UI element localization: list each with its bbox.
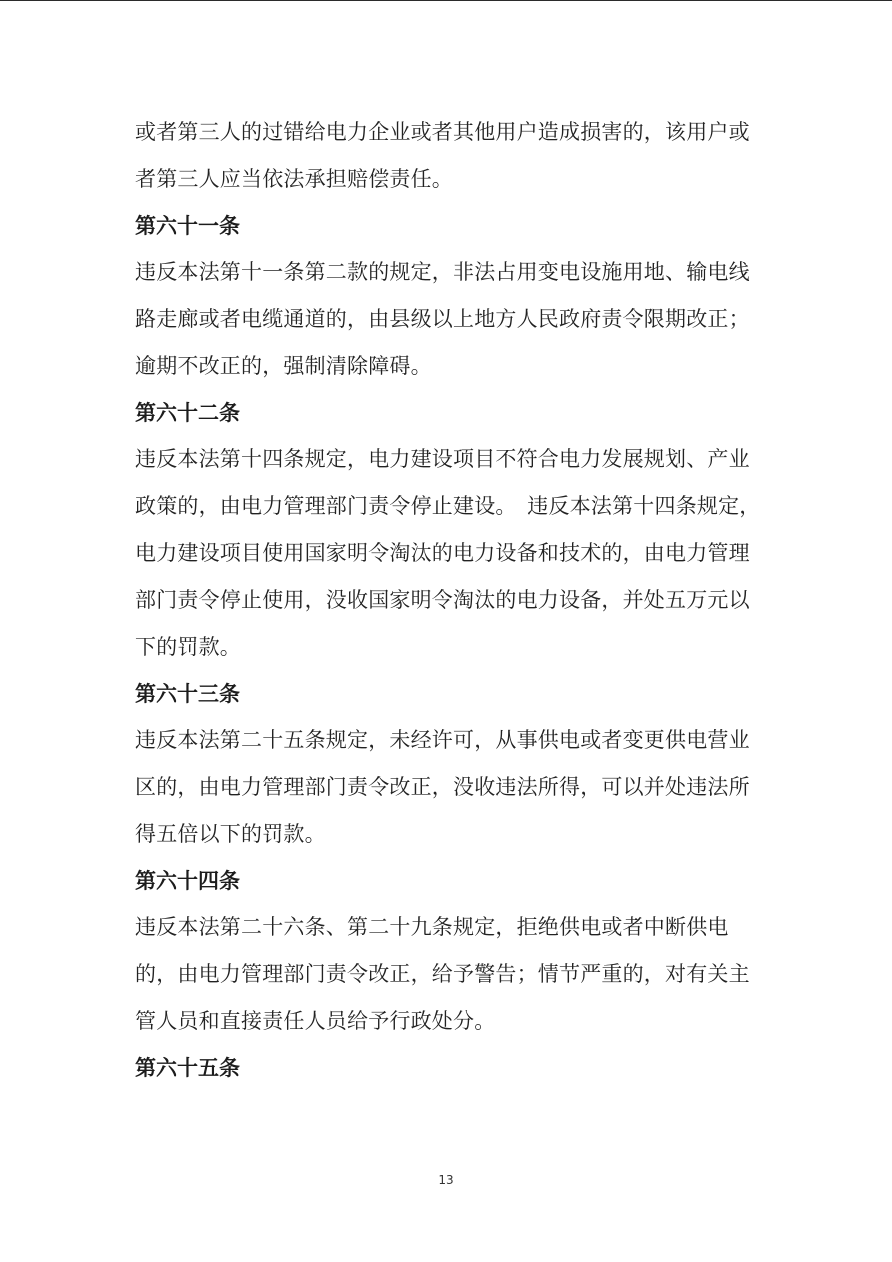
page-number: 13 bbox=[438, 1173, 454, 1187]
article-63-text: 违反本法第二十五条规定，未经许可，从事供电或者变更供电营业区的，由电力管理部门责令改正，没收违法所得，可以并处违法所得五倍以下的罚款。 bbox=[135, 728, 750, 846]
page-top-border bbox=[0, 0, 892, 1]
document-body bbox=[135, 109, 765, 1091]
article-64-heading: 第六十四条 bbox=[135, 869, 240, 893]
article-61-heading: 第六十一条 bbox=[135, 214, 240, 238]
article-65-heading: 第六十五条 bbox=[135, 1056, 240, 1080]
article-61-text: 违反本法第十一条第二款的规定，非法占用变电设施用地、输电线路走廊或者电缆通道的，由县级以上地方人民政府责令限期改正；逾期不改正的，强制清除障碍。 bbox=[135, 260, 750, 378]
paragraph-continuation: 或者第三人的过错给电力企业或者其他用户造成损害的，该用户或者第三人应当依法承担赔偿责任。 bbox=[135, 120, 750, 191]
article-62-text: 违反本法第十四条规定，电力建设项目不符合电力发展规划、产业政策的，由电力管理部门责令停止建设。 违反本法第十四条规定，电力建设项目使用国家明令淘汰的电力设备和技术的，由电力管理部门责令停止使用，没收国家明令淘汰的电力设备，并处五万元以下的罚款。 bbox=[135, 447, 761, 659]
article-64-text: 违反本法第二十六条、第二十九条规定，拒绝供电或者中断供电的，由电力管理部门责令改正，给予警告；情节严重的，对有关主管人员和直接责任人员给予行政处分。 bbox=[135, 915, 750, 1033]
article-63-heading: 第六十三条 bbox=[135, 682, 240, 706]
article-62-heading: 第六十二条 bbox=[135, 401, 240, 425]
